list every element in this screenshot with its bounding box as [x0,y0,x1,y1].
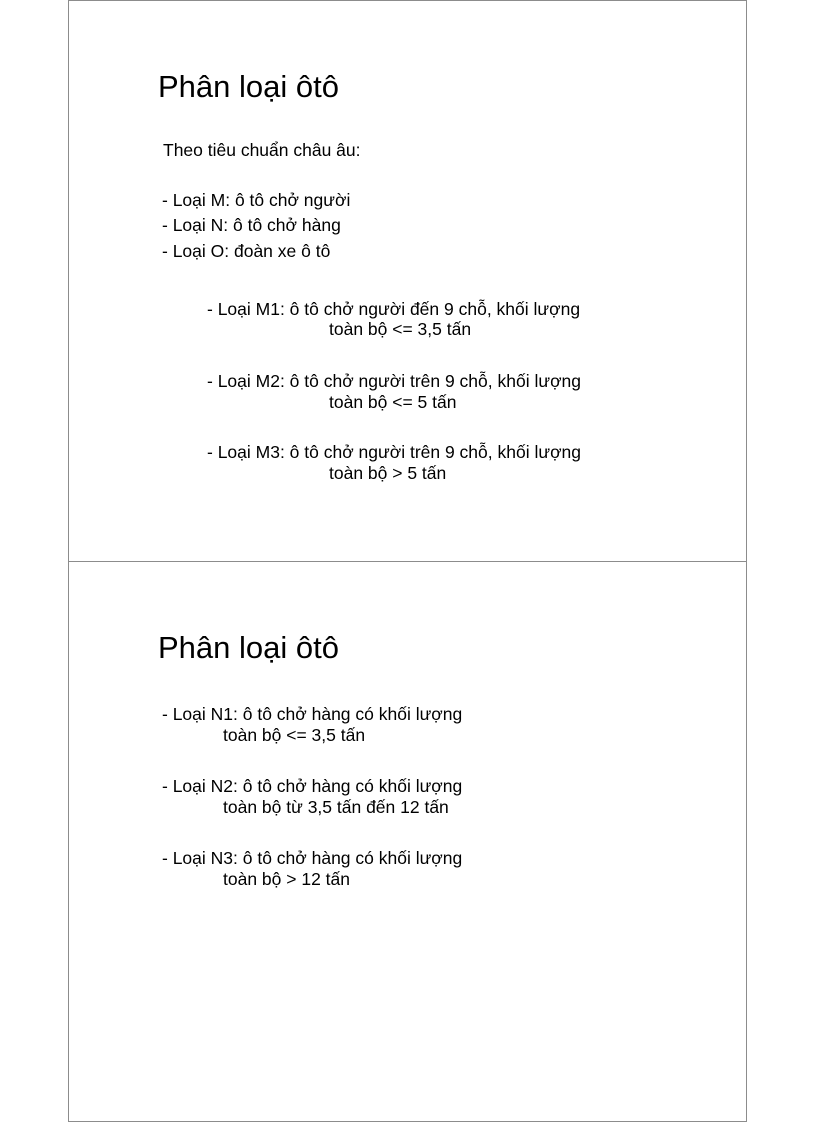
item-line1: - Loại N3: ô tô chở hàng có khối lượng [162,848,463,868]
category-item: - Loại O: đoàn xe ô tô [162,241,331,261]
item-line1: - Loại N1: ô tô chở hàng có khối lượng [162,704,463,724]
sub-item-line2: toàn bộ <= 5 tấn [329,392,457,412]
sub-item-line2: toàn bộ > 5 tấn [329,463,447,483]
category-item: - Loại M: ô tô chở người [162,190,351,210]
category-item: - Loại N: ô tô chở hàng [162,215,341,235]
sub-item-line1: - Loại M1: ô tô chở người đến 9 chỗ, khối lượng [207,299,581,319]
item-line2: toàn bộ > 12 tấn [223,869,350,889]
slide-title: Phân loại ôtô [158,69,339,104]
item-line1: - Loại N2: ô tô chở hàng có khối lượng [162,776,463,796]
item-line2: toàn bộ từ 3,5 tấn đến 12 tấn [223,797,449,817]
sub-item-line1: - Loại M3: ô tô chở người trên 9 chỗ, khối lượng [207,442,582,462]
item-line2: toàn bộ <= 3,5 tấn [223,725,366,745]
intro-text: Theo tiêu chuẩn châu âu: [163,140,361,160]
slide-1 [68,0,747,562]
slide-title: Phân loại ôtô [158,630,339,665]
sub-item-line2: toàn bộ <= 3,5 tấn [329,319,472,339]
sub-item-line1: - Loại M2: ô tô chở người trên 9 chỗ, khối lượng [207,371,582,391]
slide-2 [68,561,747,1122]
